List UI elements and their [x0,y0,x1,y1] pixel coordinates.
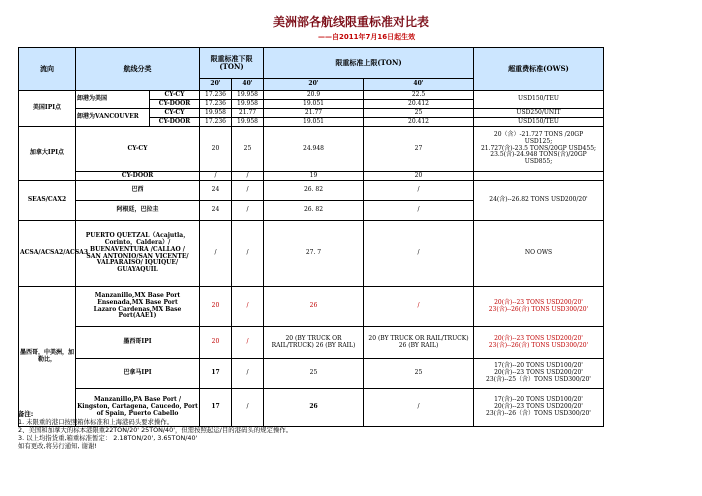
header-row [19,48,604,79]
value-cell: 20 [200,127,232,172]
header-route: 航线分类 [76,48,200,91]
ows-line: 23(含)--25（含）TONS USD300/20' [486,375,591,383]
ows-cell [474,127,604,172]
value-cell: / [232,359,264,389]
ows-line: 20(含)--23 TONS USD200/20' [494,334,583,342]
ows-cell: USD250/UNIT [474,109,604,118]
value-cell: 20 [200,327,232,359]
value-cell: 20.9 [264,91,364,100]
page-title: 美洲部各航线限重标准对比表 [272,15,429,29]
ows-cell: 24(含)--26.82 TONS USD200/20' [474,181,604,221]
ows-line: USD125; [524,137,553,145]
route-cell: 阿根廷，巴拉圭 [76,201,200,221]
value-cell: 19.051 [264,100,364,109]
route-cell: 巴西 [76,181,200,201]
route-line: Lazaro Cardenas,MX Base [93,305,182,313]
ows-cell [474,172,604,181]
type-cell: CY-DOOR [150,118,200,127]
note-line: 1. 未限重的港口按照箱体标准和上海港码头要求操作。 [18,418,174,426]
value-cell: / [232,327,264,359]
ows-cell [474,359,604,389]
region-canada-ipi: 加拿大IPI点 [19,127,76,181]
value-cell: / [200,172,232,181]
value-cell: 24.948 [264,127,364,172]
route-line: Manzanillo,PA Base Port / [93,396,182,404]
value-cell: 19 [264,172,364,181]
route-line: VALPARAISO/ IQUIQUE/ GUAYAQUIL [96,259,179,274]
ows-line: 20(含)--23 TONS USD200/20' [494,369,583,377]
route-cell [76,221,200,287]
value-cell: 25 [264,359,364,389]
ows-line: 23(含)--26(含) TONS USD300/20' [488,305,589,313]
value-cell: / [232,287,264,327]
value-cell: 17.236 [200,118,232,127]
route-cell: 墨西哥IPI [76,327,200,359]
value-cell: 19.051 [264,118,364,127]
value-cell: 20.412 [364,118,474,127]
ows-line: 20(含)--23 TONS USD200/20' [494,298,583,306]
value-cell: 17.236 [200,91,232,100]
table-row [19,359,604,389]
header-ows: 超重费标准(OWS) [474,48,604,91]
value-cell: 19.958 [232,118,264,127]
table-row [19,172,604,181]
ows-cell [474,287,604,327]
value-cell: / [364,287,474,327]
route-line: SAN ANTONIO/SAN VICENTE/ [86,252,189,260]
value-cell: / [232,172,264,181]
value-cell: 19.958 [232,100,264,109]
table-row [19,327,604,359]
header-upper-limit: 限重标准上限(TON) [264,48,474,79]
value-cell: / [232,389,264,427]
table-row [19,109,604,118]
value-cell: 17 [200,389,232,427]
route-transfer-vancouver: 卸港为VANCOUVER [76,109,150,127]
ows-line: 21.727(含)-23.5 TONS/20GP USD455; [480,144,597,152]
value-cell: 21.77 [264,109,364,118]
route-line: BUENAVENTURA /CALLAO / [90,245,185,253]
value-cell: 26. 82 [264,201,364,221]
notes-heading: 备注: [18,410,34,418]
header-region: 流向 [19,48,76,91]
value-cell: 17 [200,359,232,389]
value-cell: / [364,389,474,427]
notes [18,410,292,450]
value-cell: 25 [232,127,264,172]
route-line: Manzanillo,MX Base Port [94,291,181,299]
value-cell: 20 (BY TRUCK OR RAIL/TRUCK) 26 (BY RAIL) [364,327,474,359]
header-lower-40: 40' [232,79,264,91]
ows-line: 17(含)--20 TONS USD100/20' [494,362,583,370]
route-line: Corinto，Caldera）/ [104,238,171,246]
value-cell: 25 [364,109,474,118]
value-cell: 17.236 [200,100,232,109]
value-cell: 26 [264,389,364,427]
region-us-ipi: 美国IPI点 [19,91,76,127]
region-seas-cax2: SEAS/CAX2 [19,181,76,221]
value-cell: 20 (BY TRUCK OR RAIL/TRUCK) 26 (BY RAIL) [264,327,364,359]
ows-line: 20(含)--23 TONS USD200/20' [494,403,583,411]
note-line: 3. 以上均指货重,箱重标准暂定： 2.18TON/20', 3.65TON/40' [18,434,198,442]
ows-line: 20（含）-21.727 TONS /20GP [493,130,584,138]
type-cell: CY-DOOR [76,172,200,181]
type-cell: CY-CY [76,127,200,172]
table-row [19,287,604,327]
value-cell: 24 [200,181,232,201]
note-line: 2、美国和加拿大的标本港限重22TON/20' 25TON/40'，但需按照起运/目的港码头的规定操作。 [18,426,293,434]
ows-line: USD855; [524,158,553,166]
route-line: of Spain, Puerto Cabello [96,409,179,417]
ows-cell: USD150/TEU [474,91,604,109]
route-cell [76,287,200,327]
route-cell: 巴拿马IPI [76,359,200,389]
value-cell: 27 [364,127,474,172]
value-cell: 26 [264,287,364,327]
header-upper-20: 20' [264,79,364,91]
table-row [19,221,604,287]
table-row [19,91,604,100]
type-cell: CY-CY [150,109,200,118]
ows-cell [474,389,604,427]
table-row [19,181,604,201]
ows-cell [474,327,604,359]
value-cell: 20.412 [364,100,474,109]
value-cell: 21.77 [232,109,264,118]
route-line: Kingston, Cartagena, Caucedo, Port [77,403,198,411]
type-cell: CY-DOOR [150,100,200,109]
value-cell: 27. 7 [264,221,364,287]
region-acsa: ACSA/ACSA2/ACSA3 [19,221,76,287]
value-cell: / [364,201,474,221]
header-upper-40: 40' [364,79,474,91]
page-subtitle: ——自2011年7月16日起生效 [318,33,416,41]
value-cell: 26. 82 [264,181,364,201]
ows-line: 23(含)--26(含) TONS USD300/20' [488,341,589,349]
value-cell: 19.958 [200,109,232,118]
ows-cell: USD150/TEU [474,118,604,127]
header-lower-limit: 限重标准下限(TON) [200,48,264,79]
route-line: PUERTO QUETZAL（Acajutla， [85,231,190,239]
weight-limit-table [18,47,604,427]
note-line: 如有更改,将另行通知, 谢谢! [18,442,97,450]
value-cell: 20 [200,287,232,327]
ows-line: 17(含)--20 TONS USD100/20' [494,396,583,404]
value-cell: 19.958 [232,91,264,100]
value-cell: 25 [364,359,474,389]
header-lower-20: 20' [200,79,232,91]
ows-cell: NO OWS [474,221,604,287]
value-cell: 22.5 [364,91,474,100]
value-cell: / [232,181,264,201]
type-cell: CY-CY [150,91,200,100]
route-transfer-us: 卸港为美国 [76,91,150,109]
value-cell: / [232,201,264,221]
region-mexico-caribbean: 墨西哥，中美洲，加勒比， [19,287,76,427]
route-line: Port(AAE1) [118,312,157,320]
value-cell: / [364,221,474,287]
ows-line: 23(含)--26（含）TONS USD300/20' [486,409,591,417]
value-cell: / [364,181,474,201]
value-cell: 20 [364,172,474,181]
value-cell: / [232,221,264,287]
route-line: Ensenada,MX Base Port [97,298,178,306]
table-row [19,127,604,172]
ows-line: 23.5(含)-24.948 TONS(含)/20GP [490,151,587,159]
value-cell: 24 [200,201,232,221]
value-cell: / [200,221,232,287]
